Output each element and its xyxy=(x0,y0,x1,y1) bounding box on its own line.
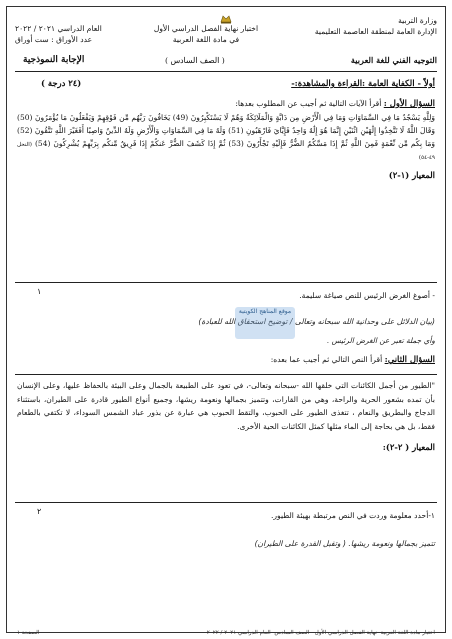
answer1-alternative: وأي جملة تعبر عن الغرض الرئيس . xyxy=(326,335,435,345)
verses-text: وَلِلَّهِ يَسْجُدُ مَا فِي السَّمَاوَاتِ وَمَا فِي الْأَرْضِ مِن دَابَّةٍ وَالْمَلَائِكَةُ وَهُمْ لَا يَسْتَكْبِرُونَ (49) يَخَافُونَ رَبَّهُم مِّن فَوْقِهِمْ وَيَفْعَلُونَ مَا يُؤْمَرُونَ (50) وَقَالَ اللَّهُ لَا تَتَّخِذُوا إِلَٰهَيْنِ اثْنَيْنِ إِنَّمَا هُوَ إِلَٰهٌ وَاحِدٌ فَإِيَّايَ فَارْهَبُونِ (51) وَلَهُ مَا فِي السَّمَاوَاتِ وَالْأَرْضِ وَلَهُ الدِّينُ وَاصِبًا أَفَغَيْرَ اللَّهِ تَتَّقُونَ (52) وَمَا بِكُم مِّن نِّعْمَةٍ فَمِنَ اللَّهِ ثُمَّ إِذَا مَسَّكُمُ الضُّرُّ فَإِلَيْهِ تَجْأَرُونَ (53) ثُمَّ إِذَا كَشَفَ الضُّرَّ عَنكُمْ إِذَا فَرِيقٌ مِّنكُم بِرَبِّهِمْ يُشْرِكُونَ (54) xyxy=(17,113,435,148)
task2-number: ٢ xyxy=(37,507,42,516)
section-reading xyxy=(17,77,435,181)
header-left xyxy=(15,23,125,45)
header-grade: ( الصف السادس ) xyxy=(165,56,225,65)
verses-reference: (النحل ٤٩-٥٤) xyxy=(17,141,435,162)
header-right xyxy=(287,15,437,37)
answer1-primary: (بيان الدلائل على وحدانية الله سبحانه وتعالى / توضيح استحقاق الله للعبادة) xyxy=(198,317,435,327)
header-pages: عدد الأوراق : ست أوراق xyxy=(15,35,93,44)
question2-label: السؤال الثاني: xyxy=(384,354,435,365)
header-divider xyxy=(15,71,437,72)
question2-row xyxy=(17,353,435,366)
criterion-1: المعيار (١-٢) xyxy=(388,169,435,180)
task2-text: ١-أحدد معلومة وردت في النص مرتبطة بهيئة الطيور. xyxy=(270,511,435,520)
exam-page xyxy=(6,6,446,636)
header-subject: في مادة اللغة العربية xyxy=(172,35,240,44)
passage-text: "الطيور من أجمل الكائنات التي خلقها الله -سبحانه وتعالى-، في تعود على الطبيعة بالجمال وعلى البيئة بالحفاظ عليها، وعلى الإنسان بأن تمده بشعور الحرية والراحة، وهي من القارات، وتتميز بجمالها ونعومة ريشها، وجميع أنواع الطيور قادرة على الطيران، باستثناء الدجاج والبطريق والنعام ، تتغذى الطيور على الحبوب، والتقط الحبوب هي عبارة عن بذور عباد الشمس السوداء، لا تكتفي بالطعام فقط، بل هي بحاجة إلى الماء مثلها كمثل الكائنات الحية الأخرى. xyxy=(17,381,435,431)
passage-block xyxy=(17,379,435,455)
header-year: العام الدراسي ٢٠٢١ / ٢٠٢٢ xyxy=(15,24,102,33)
header-supervision: التوجيه الفني للغة العربية xyxy=(350,55,437,65)
section-title-row xyxy=(17,77,435,91)
divider-2 xyxy=(15,374,437,375)
task1-block xyxy=(17,290,435,367)
question1-label: السؤال الأول : xyxy=(383,98,435,108)
section-title: أولاً - الكفاية العامة :القراءة والمشاهدة:- xyxy=(291,78,435,88)
header-ministry: وزارة التربية xyxy=(398,16,437,25)
question2-text: أقرأ النص التالي ثم أجيب عما بعده: xyxy=(270,355,383,365)
divider-1 xyxy=(15,282,437,283)
header-model-answer: الإجابة النموذجية xyxy=(23,55,85,65)
header-directorate: الإدارة العامة لمنطقة العاصمة التعليمية xyxy=(314,27,437,36)
task2-block xyxy=(17,510,435,551)
quran-verses xyxy=(17,112,435,164)
site-watermark: موقع المناهج الكويتية xyxy=(235,307,295,339)
task1-text: - أصوغ الغرض الرئيس للنص صياغة سليمة. xyxy=(299,291,435,300)
header-subrow xyxy=(15,55,437,67)
exam-header xyxy=(15,13,437,77)
divider-3 xyxy=(15,502,437,503)
task1-number: ١ xyxy=(37,287,42,296)
section-marks: (٢٤ درجة ) xyxy=(41,78,82,88)
footer-page-number: الصفحة ١ xyxy=(17,630,40,636)
header-exam-title: اختبار نهاية الفصل الدراسي الأول xyxy=(153,24,259,33)
header-middle xyxy=(125,23,287,45)
answer2: تتميز بجمالها ونعومة ريشها. ( وتقبل القدرة على الطيران) xyxy=(254,539,435,549)
question1-row xyxy=(17,97,435,110)
footer-exam-info: اختبار مادة اللغة العربية- نهاية الفصل الدراسي الأول - الصف السادس- العام الدراسي ٢٠٢١ / ٢٠٢٢ xyxy=(206,630,435,636)
criterion-2: المعيار ( ٢-٢): xyxy=(382,442,435,453)
question1-text: أقرأ الآيات التالية ثم أجيب عن المطلوب بعدها: xyxy=(235,99,382,108)
task1-row xyxy=(17,290,435,302)
